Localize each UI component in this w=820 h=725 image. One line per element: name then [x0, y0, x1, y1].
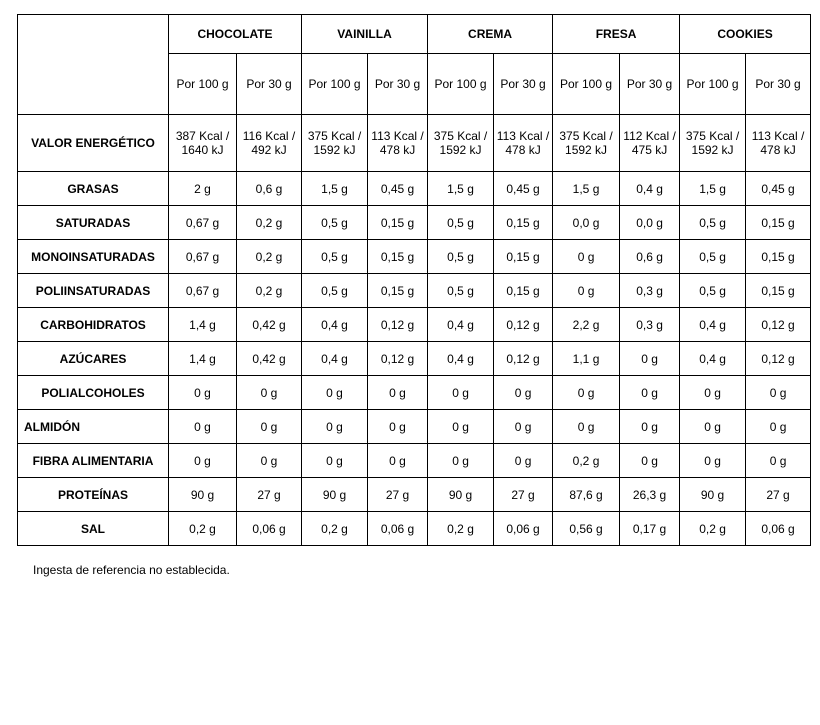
table-cell: 0,2 g: [237, 206, 302, 240]
table-cell: 0,67 g: [169, 206, 237, 240]
table-cell: 0,2 g: [428, 512, 494, 546]
row-label: GRASAS: [18, 172, 169, 206]
table-cell: 0 g: [428, 376, 494, 410]
table-cell: 0 g: [302, 444, 368, 478]
table-cell: 0,2 g: [169, 512, 237, 546]
table-cell: 27 g: [494, 478, 553, 512]
row-label: VALOR ENERGÉTICO: [18, 115, 169, 172]
table-cell: 0,4 g: [428, 308, 494, 342]
table-cell: 0 g: [553, 410, 620, 444]
table-cell: 1,5 g: [680, 172, 746, 206]
table-row: [18, 274, 811, 308]
flavor-header: CHOCOLATE: [169, 15, 302, 54]
table-cell: 0 g: [428, 444, 494, 478]
table-cell: 1,5 g: [302, 172, 368, 206]
table-cell: 1,4 g: [169, 308, 237, 342]
table-cell: 0,15 g: [746, 206, 811, 240]
table-cell: 0,06 g: [237, 512, 302, 546]
flavor-header-row: [18, 15, 811, 54]
table-cell: 0 g: [620, 342, 680, 376]
table-cell: 27 g: [746, 478, 811, 512]
table-cell: 0,5 g: [428, 206, 494, 240]
table-cell: 375 Kcal / 1592 kJ: [553, 115, 620, 172]
table-cell: 0,45 g: [746, 172, 811, 206]
table-cell: 0,67 g: [169, 240, 237, 274]
corner-cell: [18, 15, 169, 115]
table-cell: 0,4 g: [302, 342, 368, 376]
footnote: Ingesta de referencia no establecida.: [33, 563, 230, 577]
table-cell: 0,12 g: [494, 308, 553, 342]
per30-header: Por 30 g: [746, 54, 811, 115]
row-label: MONOINSATURADAS: [18, 240, 169, 274]
table-cell: 27 g: [368, 478, 428, 512]
table-row: [18, 512, 811, 546]
table-cell: 0,3 g: [620, 274, 680, 308]
table-cell: 375 Kcal / 1592 kJ: [302, 115, 368, 172]
table-cell: 0,45 g: [494, 172, 553, 206]
table-cell: 1,5 g: [553, 172, 620, 206]
table-cell: 2 g: [169, 172, 237, 206]
table-row: [18, 376, 811, 410]
table-cell: 87,6 g: [553, 478, 620, 512]
table-cell: 90 g: [169, 478, 237, 512]
table-row: [18, 342, 811, 376]
table-cell: 0 g: [237, 410, 302, 444]
table-cell: 90 g: [302, 478, 368, 512]
table-cell: 0,15 g: [746, 240, 811, 274]
flavor-header: CREMA: [428, 15, 553, 54]
table-cell: 0,4 g: [428, 342, 494, 376]
table-cell: 0,06 g: [746, 512, 811, 546]
table-cell: 0,3 g: [620, 308, 680, 342]
table-cell: 0,6 g: [237, 172, 302, 206]
table-cell: 0,5 g: [428, 274, 494, 308]
table-cell: 112 Kcal / 475 kJ: [620, 115, 680, 172]
table-cell: 90 g: [680, 478, 746, 512]
table-cell: 26,3 g: [620, 478, 680, 512]
table-row: [18, 444, 811, 478]
table-cell: 0 g: [494, 410, 553, 444]
table-cell: 0,4 g: [680, 308, 746, 342]
table-cell: 0 g: [620, 376, 680, 410]
per100-header: Por 100 g: [680, 54, 746, 115]
table-cell: 0,5 g: [680, 274, 746, 308]
row-label: POLIALCOHOLES: [18, 376, 169, 410]
table-cell: 0 g: [746, 444, 811, 478]
table-cell: 0,67 g: [169, 274, 237, 308]
table-cell: 1,5 g: [428, 172, 494, 206]
table-cell: 0,12 g: [746, 342, 811, 376]
table-cell: 0 g: [553, 274, 620, 308]
table-cell: 0,2 g: [553, 444, 620, 478]
table-cell: 1,4 g: [169, 342, 237, 376]
table-cell: 0,2 g: [302, 512, 368, 546]
table-cell: 0 g: [368, 410, 428, 444]
table-cell: 0 g: [302, 376, 368, 410]
table-cell: 0,4 g: [680, 342, 746, 376]
per30-header: Por 30 g: [237, 54, 302, 115]
per100-header: Por 100 g: [428, 54, 494, 115]
table-cell: 0 g: [302, 410, 368, 444]
nutrition-table-container: [17, 14, 811, 546]
table-cell: 0,12 g: [368, 342, 428, 376]
table-cell: 0,06 g: [368, 512, 428, 546]
row-label: PROTEÍNAS: [18, 478, 169, 512]
table-cell: 0,12 g: [494, 342, 553, 376]
table-cell: 0,15 g: [494, 206, 553, 240]
table-cell: 0,5 g: [428, 240, 494, 274]
table-cell: 0 g: [428, 410, 494, 444]
table-cell: 0,15 g: [746, 274, 811, 308]
table-cell: 1,1 g: [553, 342, 620, 376]
per100-header: Por 100 g: [169, 54, 237, 115]
table-cell: 0,5 g: [302, 274, 368, 308]
table-cell: 0 g: [620, 410, 680, 444]
row-label: SATURADAS: [18, 206, 169, 240]
table-cell: 0,4 g: [302, 308, 368, 342]
table-cell: 113 Kcal / 478 kJ: [368, 115, 428, 172]
table-row: [18, 115, 811, 172]
table-cell: 0,5 g: [680, 240, 746, 274]
per30-header: Por 30 g: [620, 54, 680, 115]
per100-header: Por 100 g: [553, 54, 620, 115]
table-cell: 0 g: [620, 444, 680, 478]
table-cell: 0,56 g: [553, 512, 620, 546]
table-row: [18, 240, 811, 274]
nutrient-rows: [18, 115, 811, 546]
nutrition-table: [17, 14, 811, 546]
table-cell: 113 Kcal / 478 kJ: [746, 115, 811, 172]
table-cell: 0,42 g: [237, 308, 302, 342]
table-cell: 113 Kcal / 478 kJ: [494, 115, 553, 172]
table-cell: 0 g: [368, 444, 428, 478]
table-cell: 0 g: [746, 410, 811, 444]
table-cell: 116 Kcal / 492 kJ: [237, 115, 302, 172]
table-cell: 0,15 g: [494, 274, 553, 308]
row-label: AZÚCARES: [18, 342, 169, 376]
per100-header: Por 100 g: [302, 54, 368, 115]
table-cell: 0,6 g: [620, 240, 680, 274]
flavor-header: VAINILLA: [302, 15, 428, 54]
table-cell: 0 g: [553, 240, 620, 274]
table-cell: 0,06 g: [494, 512, 553, 546]
table-cell: 2,2 g: [553, 308, 620, 342]
row-label: POLIINSATURADAS: [18, 274, 169, 308]
table-cell: 0 g: [237, 444, 302, 478]
row-label: SAL: [18, 512, 169, 546]
table-cell: 0 g: [494, 444, 553, 478]
table-cell: 0,45 g: [368, 172, 428, 206]
table-cell: 0,15 g: [494, 240, 553, 274]
table-cell: 0,17 g: [620, 512, 680, 546]
table-cell: 0,0 g: [620, 206, 680, 240]
table-row: [18, 206, 811, 240]
table-row: [18, 308, 811, 342]
table-row: [18, 478, 811, 512]
table-cell: 0 g: [169, 376, 237, 410]
row-label: ALMIDÓN: [18, 410, 169, 444]
table-cell: 375 Kcal / 1592 kJ: [680, 115, 746, 172]
flavor-header: FRESA: [553, 15, 680, 54]
table-row: [18, 410, 811, 444]
table-cell: 0 g: [680, 410, 746, 444]
per30-header: Por 30 g: [368, 54, 428, 115]
per30-header: Por 30 g: [494, 54, 553, 115]
row-label: CARBOHIDRATOS: [18, 308, 169, 342]
flavor-header: COOKIES: [680, 15, 811, 54]
table-cell: 0,2 g: [237, 274, 302, 308]
table-cell: 0,0 g: [553, 206, 620, 240]
table-cell: 0,4 g: [620, 172, 680, 206]
table-cell: 90 g: [428, 478, 494, 512]
table-cell: 0,12 g: [746, 308, 811, 342]
table-cell: 0,5 g: [302, 240, 368, 274]
table-cell: 0 g: [680, 376, 746, 410]
table-cell: 0 g: [494, 376, 553, 410]
table-row: [18, 172, 811, 206]
table-cell: 0,42 g: [237, 342, 302, 376]
table-cell: 387 Kcal / 1640 kJ: [169, 115, 237, 172]
table-cell: 0,15 g: [368, 206, 428, 240]
table-cell: 0,15 g: [368, 274, 428, 308]
table-cell: 0,5 g: [302, 206, 368, 240]
table-cell: 0 g: [169, 444, 237, 478]
table-cell: 0 g: [237, 376, 302, 410]
row-label: FIBRA ALIMENTARIA: [18, 444, 169, 478]
table-cell: 0 g: [169, 410, 237, 444]
table-cell: 0 g: [368, 376, 428, 410]
table-cell: 0 g: [746, 376, 811, 410]
table-cell: 0,15 g: [368, 240, 428, 274]
table-cell: 0,2 g: [680, 512, 746, 546]
table-cell: 0,5 g: [680, 206, 746, 240]
table-cell: 0,2 g: [237, 240, 302, 274]
table-cell: 0 g: [553, 376, 620, 410]
table-cell: 0 g: [680, 444, 746, 478]
table-cell: 0,12 g: [368, 308, 428, 342]
table-cell: 27 g: [237, 478, 302, 512]
table-cell: 375 Kcal / 1592 kJ: [428, 115, 494, 172]
